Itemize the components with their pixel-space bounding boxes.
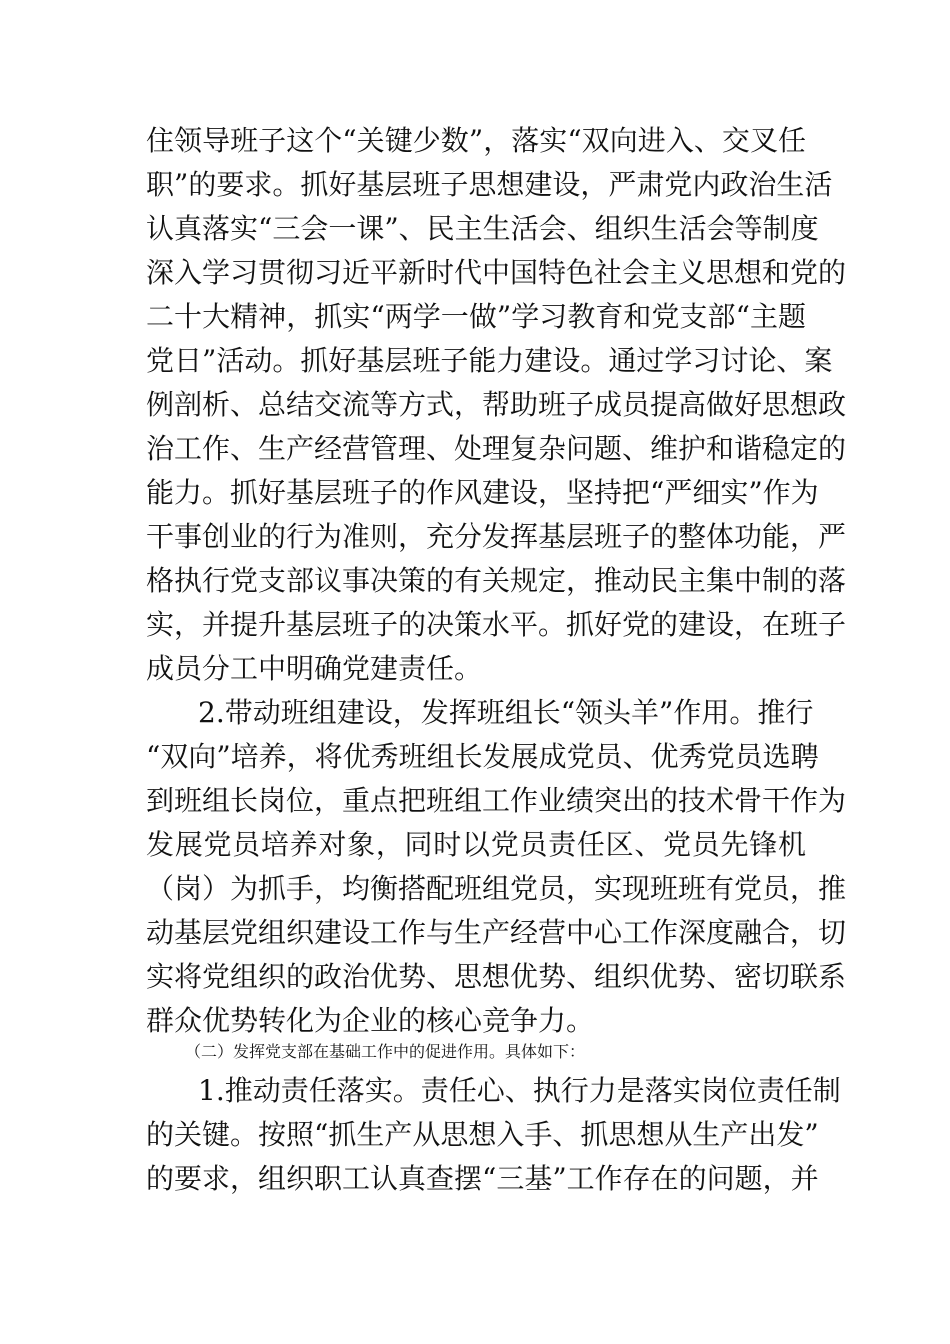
text-line: 二十大精神，抓实“两学一做”学习教育和党支部“主题 xyxy=(146,300,806,333)
section-subheading: （二）发挥党支部在基础工作中的促进作用。具体如下： xyxy=(185,1042,586,1061)
text-line: 能力。抓好基层班子的作风建设，坚持把“严细实”作为 xyxy=(146,476,819,509)
text-line: 格执行党支部议事决策的有关规定，推动民主集中制的落 xyxy=(146,564,847,597)
text-line: 实将党组织的政治优势、思想优势、组织优势、密切联系 xyxy=(146,960,847,993)
text-line: （岗）为抓手，均衡搭配班组党员，实现班班有党员，推 xyxy=(146,872,847,905)
text-line: 干事创业的行为准则，充分发挥基层班子的整体功能，严 xyxy=(146,520,847,553)
text-line: “双向”培养，将优秀班组长发展成党员、优秀党员选聘 xyxy=(146,740,819,773)
text-line: 职”的要求。抓好基层班子思想建设，严肃党内政治生活 xyxy=(146,168,833,201)
text-line: 动基层党组织建设工作与生产经营中心工作深度融合，切 xyxy=(146,916,847,949)
text-line: 的关键。按照“抓生产从思想入手、抓思想从生产出发” xyxy=(146,1118,819,1151)
text-line: 的要求，组织职工认真查摆“三基”工作存在的问题，并 xyxy=(146,1162,819,1195)
text-line: 住领导班子这个“关键少数”，落实“双向进入、交叉任 xyxy=(146,124,806,157)
text-line: 深入学习贯彻习近平新时代中国特色社会主义思想和党的 xyxy=(146,256,847,289)
text-line: 认真落实“三会一课”、民主生活会、组织生活会等制度 xyxy=(146,212,819,245)
text-line: 发展党员培养对象，同时以党员责任区、党员先锋机 xyxy=(146,828,806,861)
text-line: 1.推动责任落实。责任心、执行力是落实岗位责任制 xyxy=(198,1074,841,1107)
text-line: 实，并提升基层班子的决策水平。抓好党的建设，在班子 xyxy=(146,608,847,641)
text-line: 成员分工中明确党建责任。 xyxy=(146,652,483,685)
text-line: 2.带动班组建设，发挥班组长“领头羊”作用。推行 xyxy=(198,696,814,729)
text-line: 到班组长岗位，重点把班组工作业绩突出的技术骨干作为 xyxy=(146,784,847,817)
text-line: 治工作、生产经营管理、处理复杂问题、维护和谐稳定的 xyxy=(146,432,847,465)
text-line: 党日”活动。抓好基层班子能力建设。通过学习讨论、案 xyxy=(146,344,833,377)
text-line: 群众优势转化为企业的核心竞争力。 xyxy=(146,1004,595,1037)
text-line: 例剖析、总结交流等方式，帮助班子成员提高做好思想政 xyxy=(146,388,847,421)
